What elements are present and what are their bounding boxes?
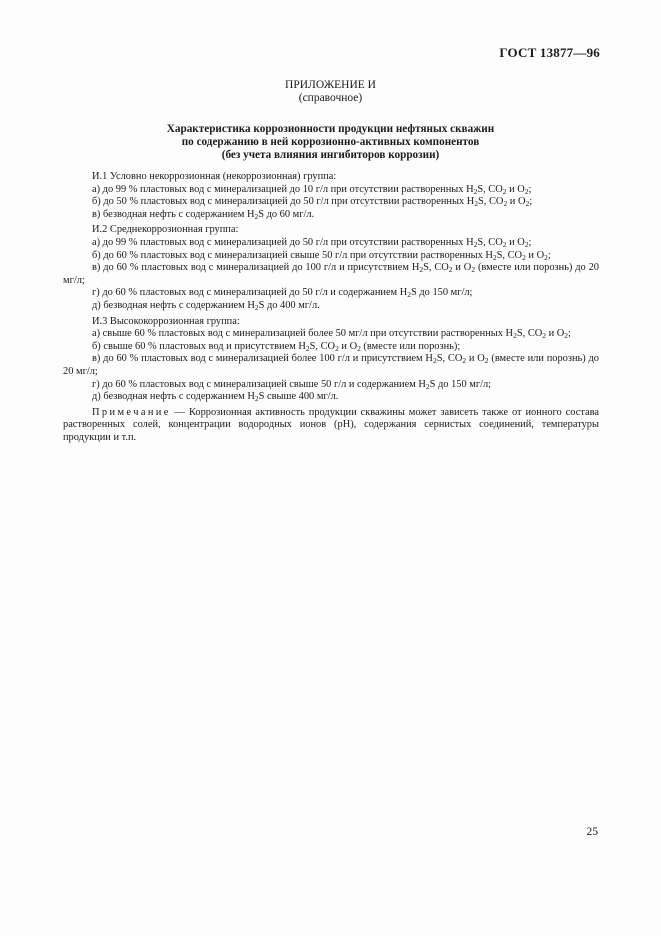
group-3-title: И.3 Высококоррозионная группа: bbox=[92, 315, 240, 327]
document-body bbox=[63, 171, 599, 444]
group-2-item-a: а) до 99 % пластовых вод с минерализацией до 50 г/л при отсутствии растворенных $H_2S$, $CO_2$ и $O_2$; bbox=[92, 236, 532, 249]
appendix-subtitle: (справочное) bbox=[298, 92, 363, 104]
group-1-item-c: в) безводная нефть с содержанием $H_2S$ до 60 мг/л. bbox=[92, 208, 315, 221]
group-3-item-e: д) безводная нефть с содержанием $H_2S$ свыше 400 мг/л. bbox=[92, 391, 339, 404]
appendix-title: ПРИЛОЖЕНИЕ И bbox=[285, 79, 376, 91]
page-number: 25 bbox=[586, 826, 598, 838]
appendix-block bbox=[0, 79, 661, 105]
standard-code: ГОСТ 13877—96 bbox=[499, 45, 600, 60]
group-1-title: И.1 Условно некоррозионная (некоррозионная) группа: bbox=[92, 171, 337, 182]
group-2-title: И.2 Среднекоррозионная группа: bbox=[92, 224, 239, 236]
heading-line-2: по содержанию в ней коррозионно-активных компонентов bbox=[181, 136, 480, 148]
group-1-item-a: а) до 99 % пластовых вод с минерализацией до 10 г/л при отсутствии растворенных $H_2S$, $CO_2$ и $O_2$; bbox=[92, 183, 532, 196]
group-3-item-b: б) свыше 60 % пластовых вод и присутствием $H_2S$, $CO_2$ и $O_2$ (вместе или порознь); bbox=[92, 340, 461, 353]
group-3-item-d: г) до 60 % пластовых вод с минерализацией свыше 50 г/л и содержанием $H_2S$ до 150 мг/л; bbox=[92, 378, 492, 391]
note-label: Примечание bbox=[92, 406, 171, 418]
note-paragraph bbox=[63, 407, 599, 445]
group-3-item-a: а) свыше 60 % пластовых вод с минерализацией более 50 мг/л при отсутствии растворенных $H_2S$, $CO_2$ и $O_2$; bbox=[92, 328, 571, 341]
group-2-item-e: д) безводная нефть с содержанием $H_2S$ до 400 мг/л. bbox=[92, 299, 320, 312]
section-heading bbox=[60, 123, 601, 162]
group-2-item-d: г) до 60 % пластовых вод с минерализацией до 50 г/л и содержанием $H_2S$ до 150 мг/л; bbox=[92, 287, 473, 300]
group-2-item-b: б) до 60 % пластовых вод с минерализацией свыше 50 г/л при отсутствии растворенных $H_2S$, $CO_2$ и $O_2$; bbox=[92, 249, 551, 262]
note-text: — Коррозионная активность продукции скважины может зависеть также от ионного состава растворенных солей, концентрации водородных ионов (рН), содержания сернистых соединений, температуры продукции и т.п. bbox=[63, 406, 599, 443]
group-1-item-b: б) до 50 % пластовых вод с минерализацией до 50 г/л при отсутствии растворенных $H_2S$, $CO_2$ и $O_2$; bbox=[92, 196, 533, 209]
heading-line-1: Характеристика коррозионности продукции нефтяных скважин bbox=[166, 123, 495, 135]
heading-line-3: (без учета влияния ингибиторов коррозии) bbox=[221, 149, 440, 161]
group-3-item-c: в) до 60 % пластовых вод с минерализацией более 100 г/л и присутствием $H_2S$, $CO_2$ и $O_2$ (вместе или порознь) до 20 мг/л; bbox=[63, 353, 600, 377]
group-2-item-c: в) до 60 % пластовых вод с минерализацией до 100 г/л и присутствием $H_2S$, $CO_2$ и $O_2$ (вместе или порознь) до 20 мг/л; bbox=[63, 262, 599, 286]
